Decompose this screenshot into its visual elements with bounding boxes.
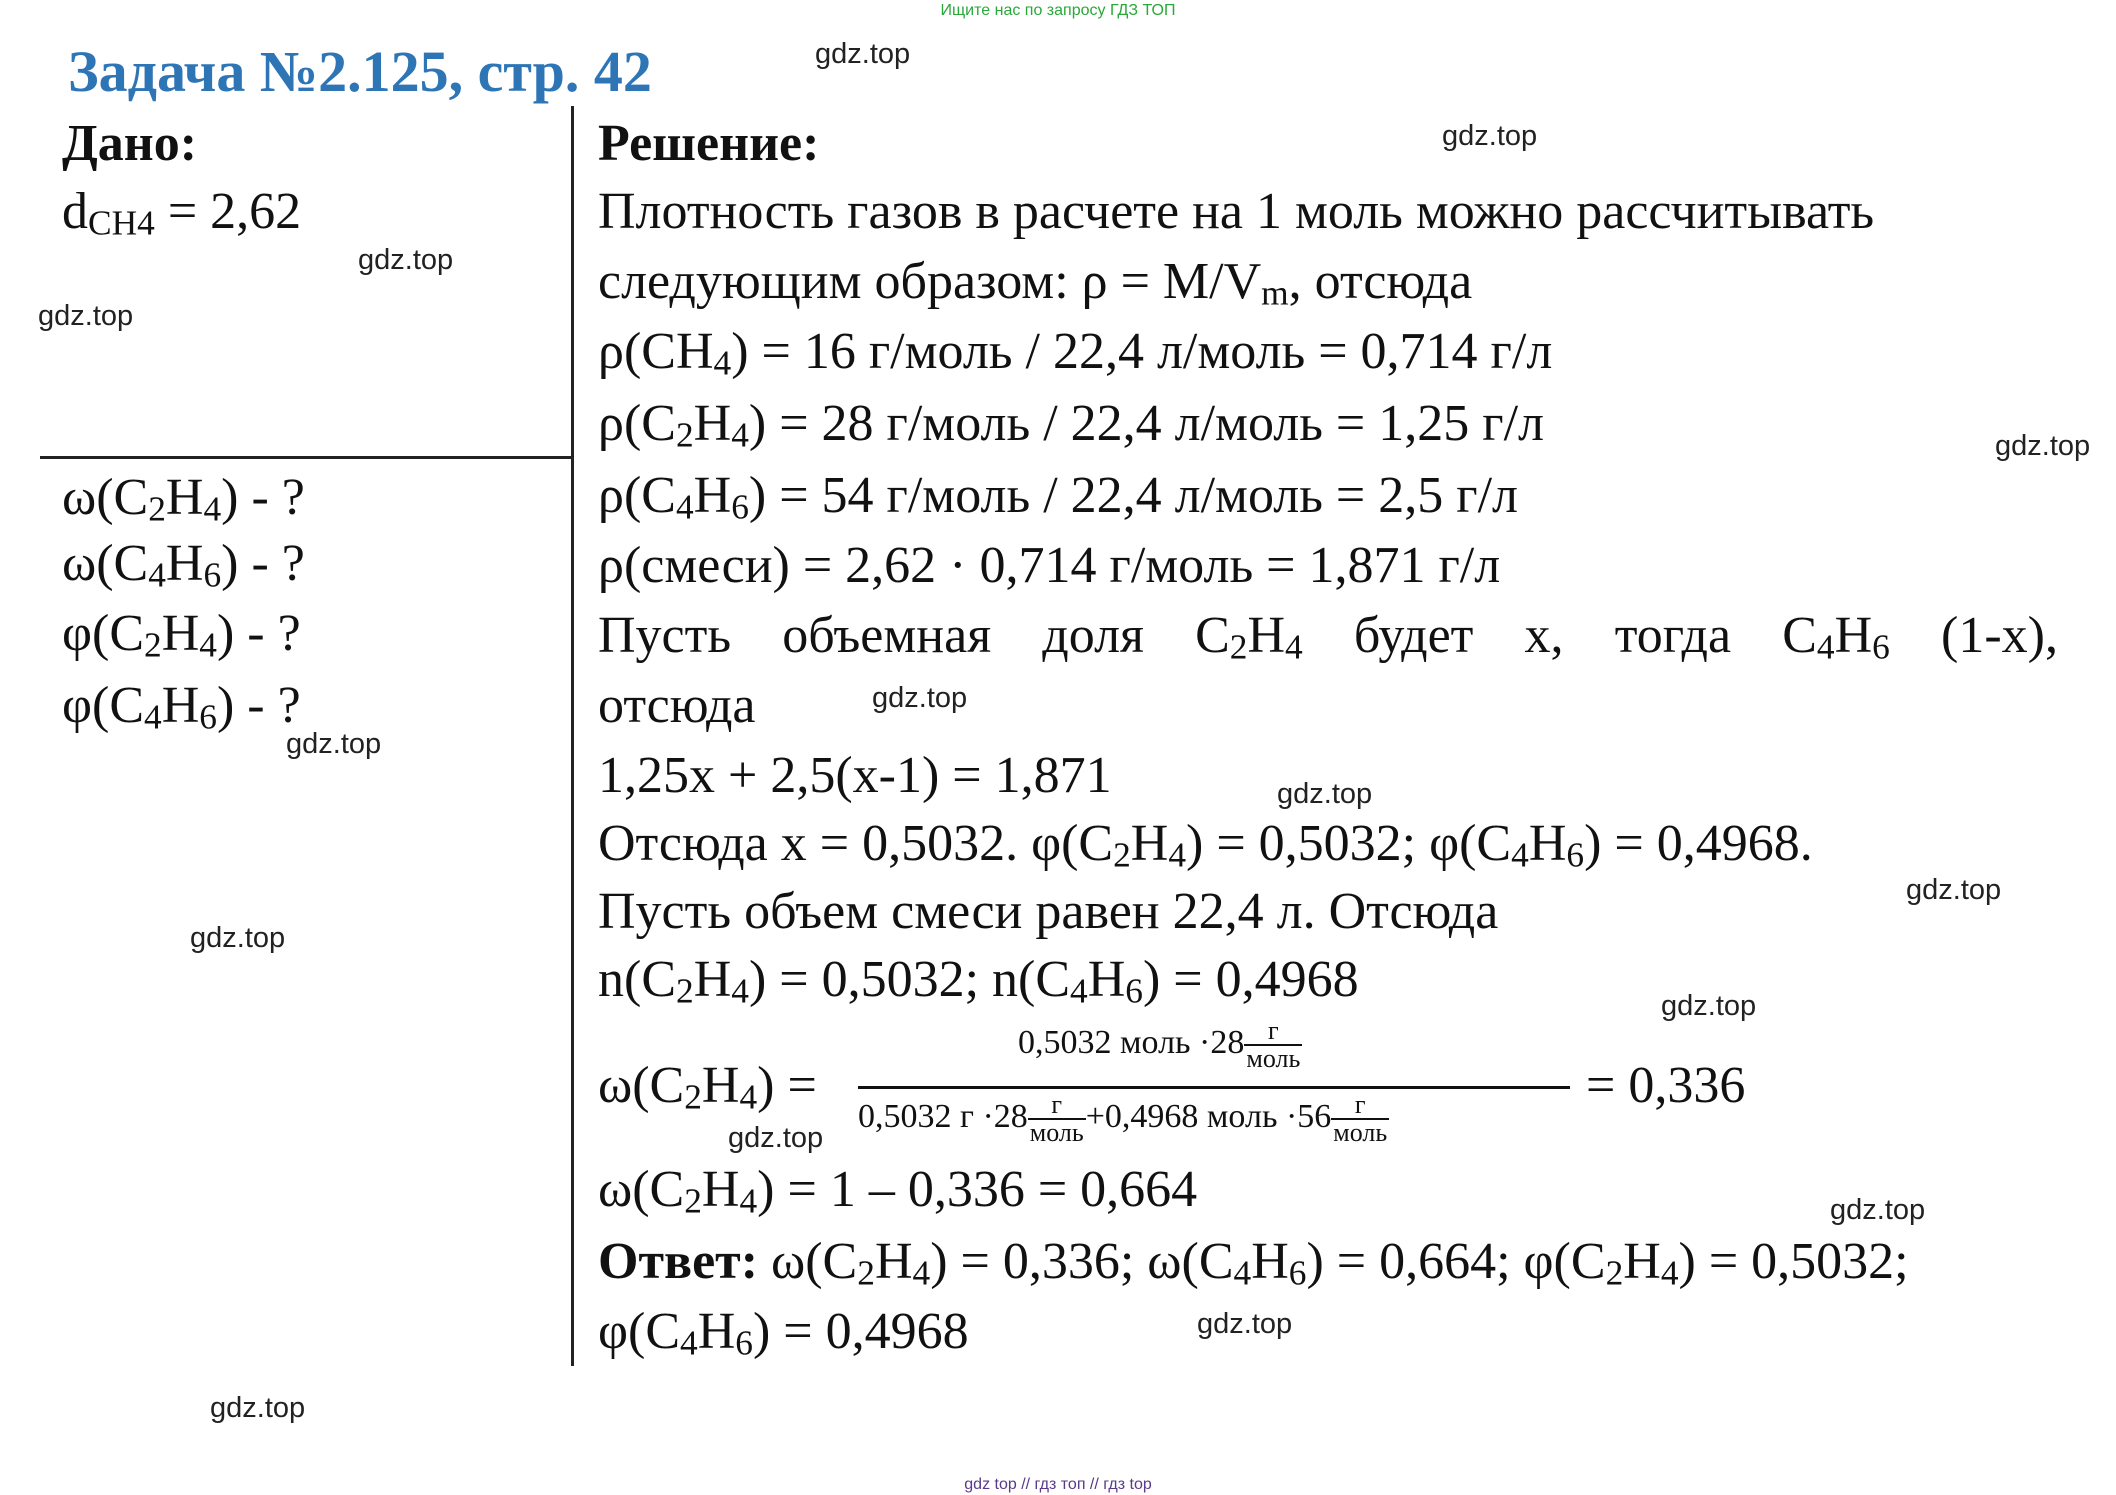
solution-line: Пусть объем смеси равен 22,4 л. Отсюда	[598, 883, 1499, 940]
moles-line: n(C2H4) = 0,5032; n(C4H6) = 0,4968	[598, 951, 1359, 1011]
watermark: gdz.top	[1661, 990, 1757, 1022]
given-density: dCH4 = 2,62	[62, 183, 302, 243]
omega-lhs: ω(C2H4) =	[598, 1057, 817, 1117]
page-title: Задача №2.125, стр. 42	[68, 39, 652, 104]
watermark: gdz.top	[872, 682, 968, 714]
equation: 1,25x + 2,5(x-1) = 1,871	[598, 747, 1112, 804]
watermark: gdz.top	[1197, 1308, 1293, 1340]
omega-result: = 0,336	[1586, 1057, 1746, 1114]
find-item: φ(C4H6) - ?	[62, 677, 301, 737]
watermark: gdz.top	[1906, 874, 2002, 906]
omega-c4h6: ω(C2H4) = 1 – 0,336 = 0,664	[598, 1161, 1198, 1221]
density-ch4: ρ(CH4) = 16 г/моль / 22,4 л/моль = 0,714 г/л	[598, 323, 1553, 383]
watermark: gdz.top	[1830, 1194, 1926, 1226]
divider-vertical	[571, 106, 574, 1366]
watermark: gdz.top	[358, 244, 454, 276]
find-item: ω(C2H4) - ?	[62, 469, 305, 529]
solution-line: отсюда	[598, 677, 756, 734]
fraction-numerator: 0,5032 моль ·28 $\frac{г}{\text{моль}}$	[1018, 1016, 1301, 1073]
watermark: gdz.top	[38, 300, 134, 332]
solution-line: следующим образом: ρ = M/Vm, отсюда	[598, 253, 1473, 313]
watermark: gdz.top	[1442, 120, 1538, 152]
watermark: gdz.top	[728, 1122, 824, 1154]
watermark: gdz.top	[815, 38, 911, 70]
assumption-line: Пусть объемная доля C2H4 будет x, тогда C4H6 (1-x),	[598, 607, 2058, 667]
density-c4h6: ρ(C4H6) = 54 г/моль / 22,4 л/моль = 2,5 г/л	[598, 467, 1518, 527]
watermark: gdz.top	[1995, 430, 2091, 462]
density-mix: ρ(смеси) = 2,62 · 0,714 г/моль = 1,871 г/л	[598, 537, 1501, 594]
density-c2h4: ρ(C2H4) = 28 г/моль / 22,4 л/моль = 1,25 г/л	[598, 395, 1544, 455]
find-item: φ(C2H4) - ?	[62, 605, 301, 665]
solution-heading: Решение:	[598, 115, 820, 172]
answer-line: φ(C4H6) = 0,4968	[598, 1303, 969, 1363]
divider-horizontal	[40, 456, 572, 459]
footer-note: gdz top // гдз топ // гдз top	[964, 1476, 1152, 1493]
solution-line: Плотность газов в расчете на 1 моль можно рассчитывать	[598, 183, 1875, 240]
fraction-bar	[858, 1086, 1570, 1089]
given-heading: Дано:	[62, 115, 198, 172]
fraction-denominator: 0,5032 г ·28 $\frac{г}{\text{моль}}$ +0,4968 моль ·56 $\frac{г}{\text{моль}}$	[858, 1090, 1388, 1147]
watermark: gdz.top	[286, 728, 382, 760]
watermark: gdz.top	[1277, 778, 1373, 810]
top-note: Ищите нас по запросу ГДЗ ТОП	[940, 2, 1176, 19]
find-item: ω(C4H6) - ?	[62, 535, 305, 595]
watermark: gdz.top	[210, 1392, 306, 1424]
watermark: gdz.top	[190, 922, 286, 954]
x-result: Отсюда x = 0,5032. φ(C2H4) = 0,5032; φ(C4H6) = 0,4968.	[598, 815, 1813, 875]
answer-line: Ответ: ω(C2H4) = 0,336; ω(C4H6) = 0,664; φ(C2H4) = 0,5032;	[598, 1233, 1909, 1293]
